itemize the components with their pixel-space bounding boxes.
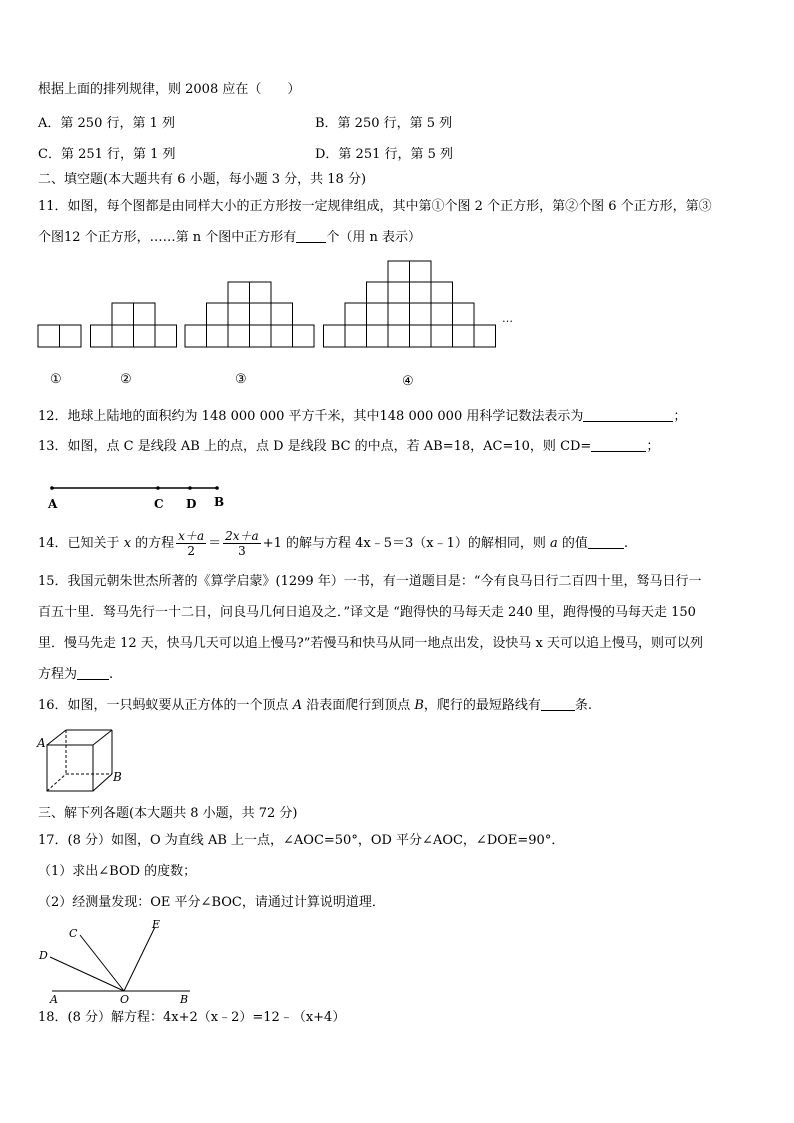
q11-figure-1 [38, 325, 81, 347]
q17-part1: （1）求出∠BOD 的度数； [38, 864, 197, 879]
angle-label-o: O [120, 993, 130, 1006]
q15-line2: 百五十里．驽马先行一十二日，问良马几何日追及之．”译文是 “跑得快的马每天走 240 里，跑得慢的马每天走 150 [38, 605, 696, 620]
q11-text-a: 个图12 个正方形，……第 n 个图中正方形有 [38, 230, 297, 245]
q11-line1: 11．如图，每个图都是由同样大小的正方形按一定规律组成，其中第①个图 2 个正方形，第②个图 6 个正方形，第③ [38, 199, 712, 214]
cube-label-b: B [113, 770, 122, 784]
q10-option-b: B．第 250 行，第 5 列 [315, 116, 453, 131]
ray-od [50, 957, 124, 991]
q11-figure [0, 0, 794, 400]
q11-label-3: ③ [235, 372, 247, 387]
q11-label-1: ① [50, 372, 62, 387]
q15-line3: 里．慢马先走 12 天，快马几天可以追上慢马?”若慢马和快马从同一地点出发，设快马 x 天可以追上慢马，则可以列 [38, 636, 704, 651]
q14-pre: 14．已知关于 [38, 536, 124, 551]
q10-stem: 根据上面的排列规律，则 2008 应在（ ） [38, 82, 301, 97]
q13-text: 13．如图，点 C 是线段 AB 上的点，点 D 是线段 BC 的中点，若 AB=18，AC=10，则 CD= [38, 439, 592, 454]
angle-label-c: C [69, 927, 78, 940]
q14-frac2-den: 3 [238, 544, 246, 558]
q16 [38, 698, 592, 714]
angle-label-b: B [180, 993, 189, 1006]
q15-text-b: . [109, 667, 114, 682]
q16-text-a: 16．如图，一只蚂蚁要从正方体的一个顶点 [38, 698, 293, 713]
q17-part2: （2）经测量发现：OE 平分∠BOC，请通过计算说明道理． [38, 895, 385, 910]
point-b [215, 486, 219, 490]
q16-var-b: B [414, 698, 424, 713]
q10-option-a: A．第 250 行，第 1 列 [38, 116, 176, 131]
q14-frac1-den: 2 [187, 544, 195, 558]
section-2-heading: 二、填空题(本大题共有 6 小题，每小题 3 分，共 18 分) [38, 172, 367, 187]
q14-fraction-1 [176, 529, 206, 558]
ray-oe [124, 927, 155, 991]
q11-label-4: ④ [402, 374, 414, 389]
q14-frac2-num: 2x＋a [225, 529, 259, 543]
q11-ellipsis: … [502, 312, 513, 325]
q12 [38, 409, 686, 425]
angle-label-a: A [50, 993, 58, 1006]
angle-label-d: D [39, 949, 48, 962]
label-b: B [214, 495, 225, 509]
q10-option-d: D．第 251 行，第 5 列 [315, 147, 454, 162]
q14-var-a: a [550, 536, 558, 551]
q14-var-x: x [123, 536, 132, 551]
q14-end: . [623, 536, 629, 551]
q14-tail: 的值 [557, 536, 588, 551]
q16-end: 条. [574, 698, 593, 713]
point-d [188, 486, 192, 490]
q11-figure-3 [185, 282, 314, 347]
cube-label-a: A [37, 736, 46, 750]
q18-text: 18．(8 分）解方程：4x+2（x﹣2）=12﹣（x+4） [38, 1010, 346, 1025]
q13-segment-figure [0, 470, 794, 515]
q14-mid: 的方程 [131, 536, 175, 551]
q14 [38, 527, 628, 561]
q12-text: 12．地球上陆地的面积约为 148 000 000 平方千米，其中148 000 000 用科学记数法表示为 [38, 409, 584, 424]
q16-text-b: 沿表面爬行到顶点 [302, 698, 415, 713]
q11-label-2: ② [120, 372, 132, 387]
label-d: D [186, 497, 197, 511]
q12-answer-blank [583, 409, 673, 422]
q16-text-c: ，爬行的最短路线有 [423, 698, 541, 713]
q14-fraction-2 [223, 529, 261, 558]
q15-line4 [38, 667, 113, 683]
point-a [50, 486, 54, 490]
angle-label-e: E [152, 918, 161, 931]
label-c: C [154, 497, 164, 511]
q11-figure-2 [91, 303, 177, 347]
q13-end: ； [646, 439, 660, 454]
q15-line1: 15．我国元朝朱世杰所著的《算学启蒙》(1299 年）一书，有一道题目是：“今有良马日行二百四十里，驽马日行一 [38, 574, 702, 589]
q17-stem: 17．(8 分）如图，O 为直线 AB 上一点，∠AOC=50°，OD 平分∠AOC，∠DOE=90°． [38, 833, 565, 848]
q15-text-a: 方程为 [38, 667, 78, 682]
q16-answer-blank [541, 698, 575, 711]
q10-option-c: C．第 251 行，第 1 列 [38, 147, 176, 162]
q14-equals: ＝ [208, 536, 222, 551]
q17-angle-figure [0, 915, 220, 1005]
q13-answer-blank [591, 439, 646, 452]
q16-cube-figure [0, 725, 200, 800]
q14-post: +1 的解与方程 4x﹣5＝3（x﹣1）的解相同，则 [262, 536, 550, 551]
q11-text-b: 个（用 n 表示） [326, 230, 421, 245]
q13 [38, 439, 659, 455]
section-3-heading: 三、解下列各题(本大题共 8 小题，共 72 分) [38, 806, 298, 821]
ray-oc [80, 935, 124, 991]
q11-figure-4 [324, 261, 496, 347]
cube-front-face [47, 745, 93, 791]
label-a: A [48, 497, 58, 511]
q14-answer-blank [588, 536, 624, 549]
point-c [156, 486, 160, 490]
q12-end: ； [673, 409, 687, 424]
q15-answer-blank [77, 667, 109, 680]
q14-frac1-num: x＋a [178, 529, 205, 543]
q16-var-a: A [292, 698, 303, 713]
